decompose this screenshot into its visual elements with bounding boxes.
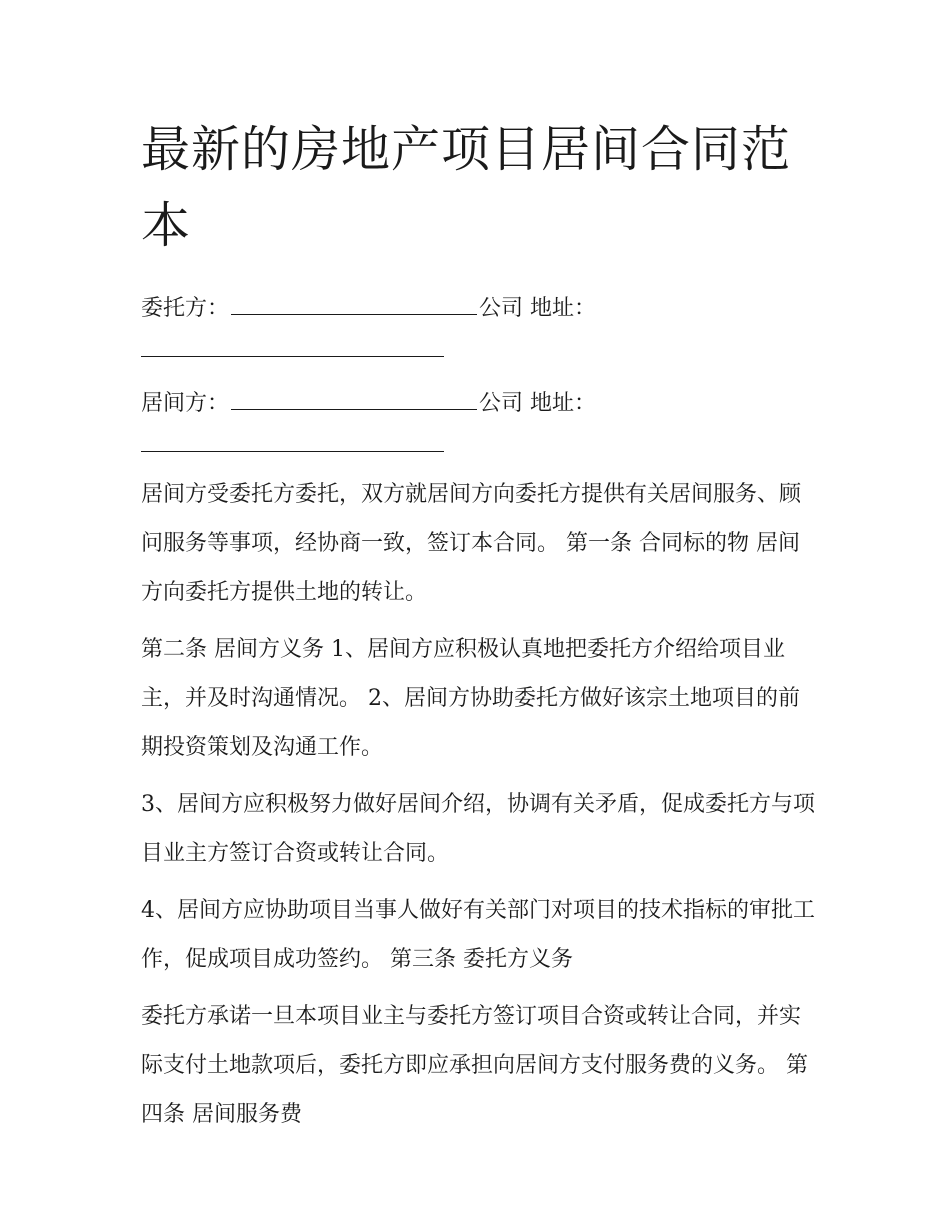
paragraph-article-2: 第二条 居间方义务 1、居间方应积极认真地把委托方介绍给项目业主，并及时沟通情况。 2、居间方协助委托方做好该宗土地项目的前期投资策划及沟通工作。 [141, 637, 800, 760]
broker-address-label: 地址： [530, 391, 597, 416]
client-name-blank [231, 294, 477, 315]
document-title: 最新的房地产项目居间合同范本 [141, 121, 792, 254]
client-party-line [141, 286, 816, 332]
broker-label: 居间方： [141, 391, 230, 416]
document-page [141, 112, 816, 1147]
broker-company-suffix: 公司 [479, 391, 524, 416]
client-address-blank [141, 332, 444, 357]
broker-address-blank [141, 427, 444, 452]
client-label: 委托方： [141, 296, 230, 321]
client-company-suffix: 公司 [479, 296, 524, 321]
broker-party-line [141, 381, 816, 427]
paragraph-article-2-item-4: 4、居间方应协助项目当事人做好有关部门对项目的技术指标的审批工作，促成项目成功签约。 第三条 委托方义务 [141, 898, 815, 972]
paragraph-intro: 居间方受委托方委托，双方就居间方向委托方提供有关居间服务、顾问服务等事项，经协商一致，签订本合同。 第一条 合同标的物 居间方向委托方提供土地的转让。 [141, 482, 802, 605]
paragraph-article-2-item-3: 3、居间方应积极努力做好居间介绍，协调有关矛盾，促成委托方与项目业主方签订合资或转让合同。 [141, 792, 815, 866]
broker-name-blank [231, 389, 477, 410]
client-address-label: 地址： [530, 296, 597, 321]
paragraph-article-3: 委托方承诺一旦本项目业主与委托方签订项目合资或转让合同，并实际支付土地款项后，委托方即应承担向居间方支付服务费的义务。 第四条 居间服务费 [141, 1004, 808, 1127]
